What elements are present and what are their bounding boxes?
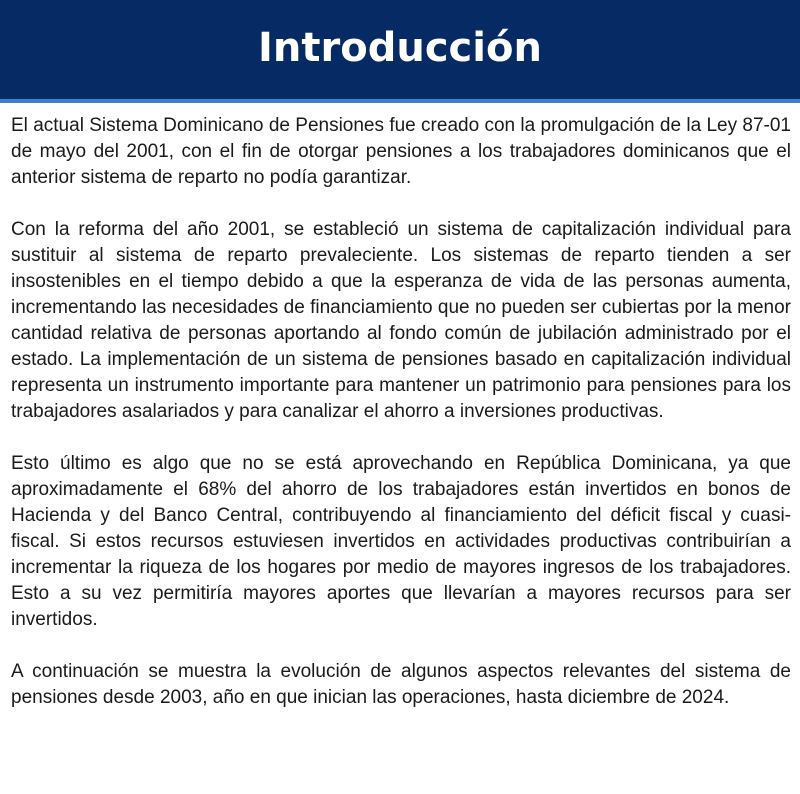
paragraph-reform: Con la reforma del año 2001, se estableció un sistema de capitalización individual para sustituir al sistema de reparto prevaleciente. Los sistemas de reparto tienden a ser insostenibles en el tiempo debido a que la esperanza de vida de las personas aumenta, incrementando las necesidades de financiamiento que no pueden ser cubiertas por la menor cantidad relativa de personas aportando al fondo común de jubilación administrado por el estado. La implementación de un sistema de pensiones basado en capitalización individual representa un instrumento importante para mantener un patrimonio para pensiones para los trabajadores asalariados y para canalizar el ahorro a inversiones productivas. [11, 219, 791, 422]
paragraph-conclusion: A continuación se muestra la evolución de algunos aspectos relevantes del sistema de pensiones desde 2003, año en que inician las operaciones, hasta diciembre de 2024. [11, 661, 791, 708]
paragraph-investment: Esto último es algo que no se está aprovechando en República Dominicana, ya que aproximadamente el 68% del ahorro de los trabajadores están invertidos en bonos de Hacienda y del Banco Central, contribuyendo al financiamiento del déficit fiscal y cuasi-fiscal. Si estos recursos estuviesen invertidos en actividades productivas contribuirían a incrementar la riqueza de los hogares por medio de mayores ingresos de los trabajadores. Esto a su vez permitiría mayores aportes que llevarían a mayores recursos para ser invertidos. [11, 453, 791, 630]
document-body [11, 113, 791, 711]
title-banner [0, 0, 800, 103]
paragraph-intro: El actual Sistema Dominicano de Pensiones fue creado con la promulgación de la Ley 87-01 de mayo del 2001, con el fin de otorgar pensiones a los trabajadores dominicanos que el anterior sistema de reparto no podía garantizar. [11, 115, 791, 188]
page-title: Introducción [258, 24, 542, 71]
